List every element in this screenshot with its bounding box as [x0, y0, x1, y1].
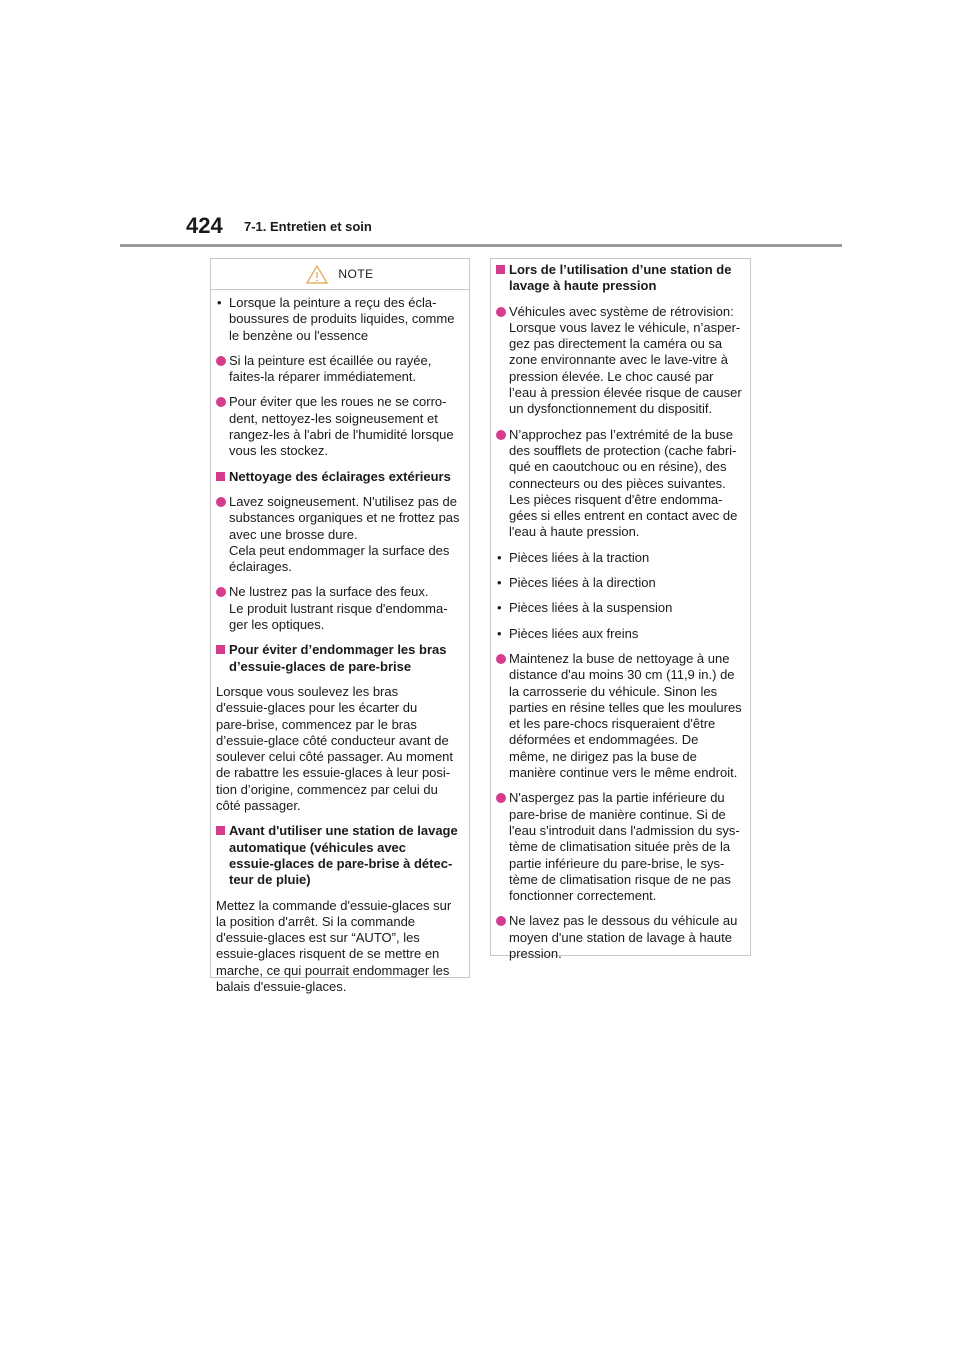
item-text: Véhicules avec système de rétrovision: Lorsque vous lavez le véhicule, n’asper- gez pas directement la caméra ou sa zone environnante avec le lave-vitre à pression élevée. Le choc causé par l’eau à pression élevée risque de causer un dysfonctionnement du dispositif. — [509, 303, 742, 417]
section-heading — [216, 823, 461, 888]
page-number: 424 — [186, 213, 223, 238]
item-text: Ne lustrez pas la surface des feux. Le produit lustrant risque d'endomma- ger les optiques. — [229, 584, 448, 633]
bullet-dot-icon — [216, 356, 226, 366]
note-box — [210, 258, 470, 994]
square-bullet-icon — [216, 645, 225, 654]
bullet-dot-icon — [496, 793, 506, 803]
note-header — [211, 259, 469, 290]
bullet-dot-icon — [496, 654, 506, 664]
heading-text: Nettoyage des éclairages extérieurs — [229, 468, 451, 484]
bullet-dot-icon — [216, 397, 226, 407]
section-heading — [216, 642, 461, 675]
bullet-dot-icon — [216, 497, 226, 507]
section-heading — [216, 469, 461, 485]
list-item — [216, 353, 461, 386]
list-item — [496, 304, 742, 418]
note-body — [211, 290, 469, 995]
list-item — [216, 584, 461, 633]
note-label: NOTE — [338, 266, 374, 281]
item-text: N’approchez pas l’extrémité de la buse des soufflets de protection (cache fabri- qué en caoutchouc ou en résine), des connecteurs ou des pièces suivantes. Les pièces risquent d'être endomma- gées si elles entrent en contact avec de l'eau à haute pression. — [509, 426, 738, 540]
heading-text: Pour éviter d’endommager les bras d’essuie-glaces de pare-brise — [229, 642, 447, 674]
bullet-dot-icon — [496, 307, 506, 317]
item-text: Ne lavez pas le dessous du véhicule au moyen d'une station de lavage à haute pression. — [509, 913, 738, 961]
bullet-dot-icon — [496, 916, 506, 926]
paragraph: Mettez la commande d'essuie-glaces sur la position d'arrêt. Si la commande d'essuie-glaces est sur “AUTO”, les essuie-glaces risquent de se mettre en marche, ce qui pourrait endommager les balais d'essuie-glaces. — [216, 897, 452, 994]
list-item — [216, 494, 461, 575]
sub-bullet: • Pièces liées aux freins — [496, 626, 742, 642]
section-title: 7-1. Entretien et soin — [244, 219, 372, 234]
heading-text: Avant d'utiliser une station de lavage automatique (véhicules avec essuie-glaces de pare-brise à détec- teur de pluie) — [229, 823, 458, 888]
heading-text: Lors de l’utilisation d’une station de lavage à haute pression — [509, 262, 732, 294]
list-item — [496, 427, 742, 541]
note-text: • Lorsque la peinture a reçu des écla- boussures de produits liquides, comme le benzène ou l'essence — [216, 295, 461, 344]
item-text: N'aspergez pas la partie inférieure du pare-brise de manière continue. Si de l'eau s'introduit dans l'admission du sys- tème de climatisation située près de la partie inférieure du pare-brise, le sys- tème de climatisation risque de ne pas fonctionner correctement. — [509, 790, 740, 904]
header-rule — [120, 244, 842, 247]
list-item — [496, 790, 742, 904]
square-bullet-icon — [216, 826, 225, 835]
list-item — [496, 651, 742, 781]
bullet-dot-icon — [216, 587, 226, 597]
paragraph: Lorsque vous soulevez les bras d'essuie-glaces pour les écarter du pare-brise, commencez par le bras d’essuie-glace côté conducteur avant de soulever celui côté passager. Au moment de rabattre les essuie-glaces à leur posi- tion d’origine, commencez par celui du côté passager. — [216, 683, 454, 814]
list-item — [496, 913, 742, 962]
sub-bullet: • Pièces liées à la suspension — [496, 600, 742, 616]
item-text: Maintenez la buse de nettoyage à une distance d'au moins 30 cm (11,9 in.) de la carrosserie du véhicule. Sinon les parties en résine telles que les moulures et les pare-chocs risqueraient d'être déformées et endommagées. De même, ne dirigez pas la buse de manière continue vers le même endroit. — [509, 650, 742, 781]
note-body — [491, 259, 750, 962]
item-text: Pour éviter que les roues ne se corro- dent, nettoyez-les soigneusement et rangez-les à l'abri de l'humidité lorsque vous les stockez. — [229, 394, 454, 459]
item-text: Si la peinture est écaillée ou rayée, faites-la réparer immédiatement. — [229, 352, 432, 385]
sub-bullet: • Pièces liées à la direction — [496, 575, 742, 591]
section-heading — [496, 262, 742, 295]
note-box-continued — [490, 258, 751, 961]
list-item — [216, 394, 461, 459]
square-bullet-icon — [496, 265, 505, 274]
warning-icon — [306, 265, 328, 284]
square-bullet-icon — [216, 472, 225, 481]
sub-bullet: • Pièces liées à la traction — [496, 550, 742, 566]
bullet-dot-icon — [496, 430, 506, 440]
item-text: Lavez soigneusement. N'utilisez pas de substances organiques et ne frottez pas avec une brosse dure. Cela peut endommager la surface des éclairages. — [229, 493, 460, 575]
